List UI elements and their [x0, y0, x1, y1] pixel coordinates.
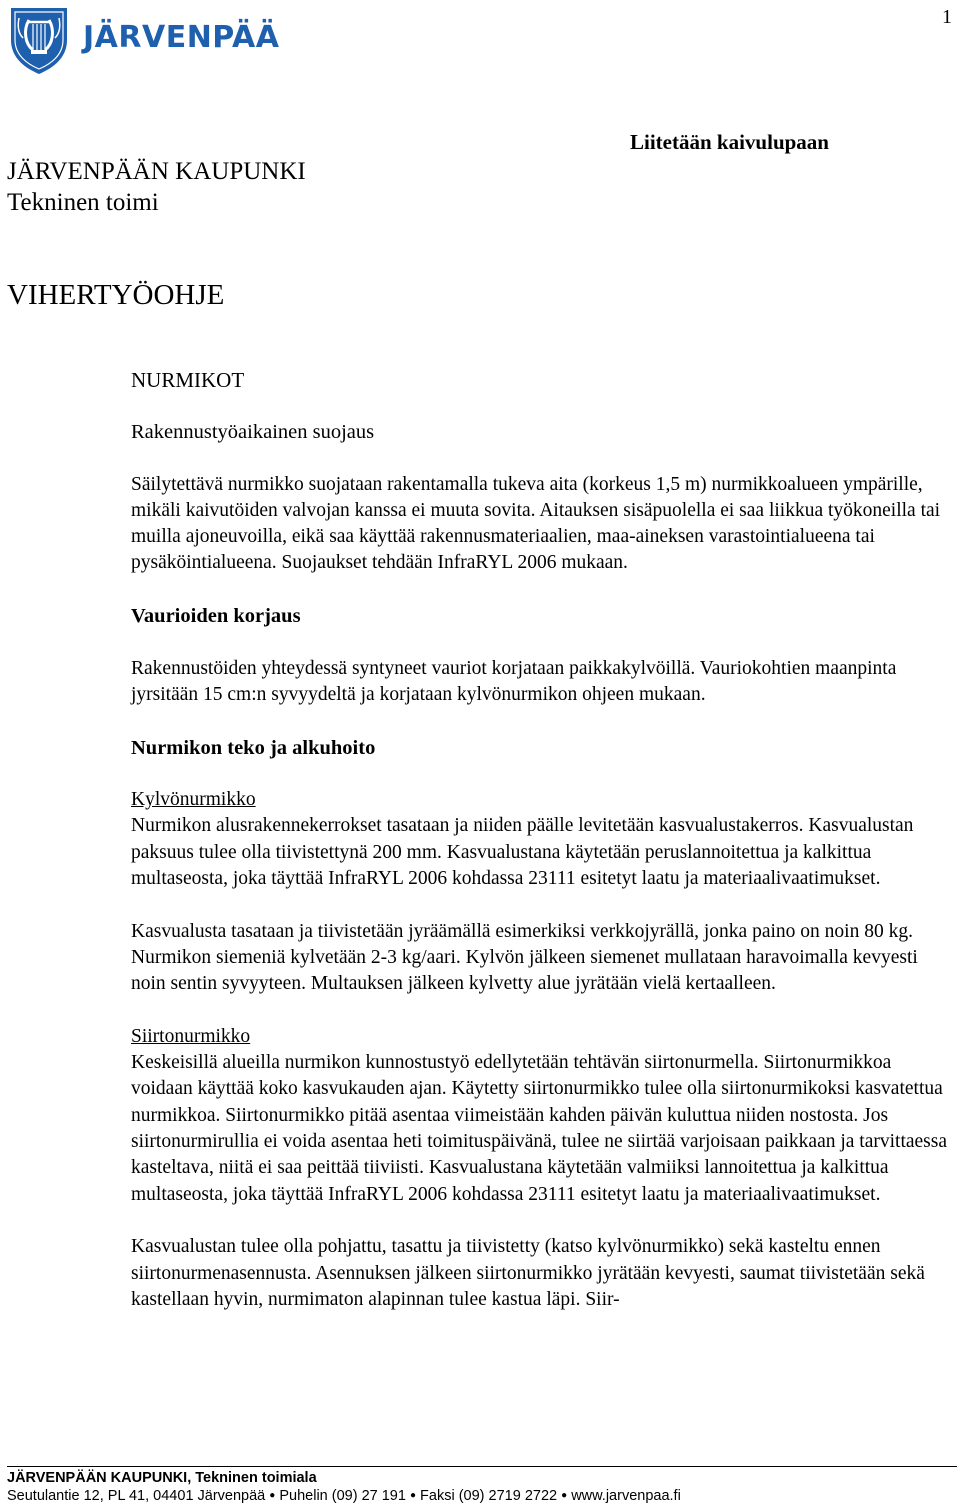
subheading-vauriot: Vaurioiden korjaus [131, 605, 301, 628]
paragraph-kylvo-1: Nurmikon alusrakennekerrokset tasataan ja niiden päälle levitetään kasvualustakerros. Kasvualustan paksuus tulee olla tiivistettynä 200 mm. Kasvualustana käytetään peruslannoitettua ja kalkittua multaseosta, joka täyttää InfraRYL 2006 kohdassa 23111 esitetyt laatu ja materiaalivaatimukset. [131, 815, 914, 890]
footer-address: Seutulantie 12, PL 41, 04401 Järvenpää [7, 1488, 266, 1504]
subheading-siirtonurmikko: Siirtonurmikko [131, 1025, 251, 1047]
organization-name: JÄRVENPÄÄN KAUPUNKI [7, 158, 306, 185]
footer-website-link[interactable]: www.jarvenpaa.fi [571, 1488, 681, 1504]
coat-of-arms-lyre-icon [7, 4, 71, 76]
bullet-icon: ● [409, 1490, 417, 1501]
bullet-icon: ● [561, 1490, 568, 1501]
city-logo [7, 4, 280, 76]
document-body [131, 366, 955, 1313]
footer [7, 1469, 681, 1505]
footer-organization: JÄRVENPÄÄN KAUPUNKI, Tekninen toimiala [7, 1470, 317, 1486]
paragraph-suojaus: Säilytettävä nurmikko suojataan rakentamalla tukeva aita (korkeus 1,5 m) nurmikkoalueen ympärille, mikäli kaivutöiden valvojan kanssa ei muuta sovita. Aitauksen sisäpuolella ei saa liikkua työkoneilla tai muilla ajoneuvoilla, eikä saa käyttää rakennusmateriaalien, maa-aineksen varastointialueena tai pysäköintialueena. Suojaukset tehdään InfraRYL 2006 mukaan. [131, 473, 941, 574]
subheading-nurmikon-teko: Nurmikon teko ja alkuhoito [131, 736, 376, 759]
footer-contact [7, 1487, 681, 1505]
paragraph-siirto-1: Keskeisillä alueilla nurmikon kunnostustyö edellytetään tehtävän siirtonurmella. Siirtonurmikkoa voidaan käyttää koko kasvukauden ajan. Käytetty siirtonurmikko tulee olla siirtonurmikoksi kasvatettua nurmikkoa. Siirtonurmikko pitää asentaa viimeistään kahden päivän kuluttua niiden nostosta. Jos siirtonurmirullia ei voida asentaa heti toimituspäivänä, tulee ne siirtää varjoisaan paikkaan ja tarvittaessa kasteltava, niitä ei saa peittää tiiviisti. Kasvualustana käytetään valmiiksi lannoitettua ja kalkittua multaseosta, joka täyttää InfraRYL 2006 kohdassa 23111 esitetyt laatu ja materiaalivaatimukset. [131, 1052, 948, 1205]
page-number: 1 [942, 6, 952, 28]
section-heading-nurmikot: NURMIKOT [131, 368, 245, 392]
paragraph-siirto-2: Kasvualustan tulee olla pohjattu, tasattu ja tiivistetty (katso kylvönurmikko) sekä kasteltu ennen siirtonurmenasennusta. Asennuksen jälkeen siirtonurmikko jyrätään kevyesti, saumat tiivistetään sekä kastellaan hyvin, nurmimaton alapinnan tulee kastua läpi. Siir- [131, 1236, 925, 1310]
department-name: Tekninen toimi [7, 189, 159, 216]
bullet-icon: ● [269, 1490, 276, 1501]
subheading-suojaus: Rakennustyöaikainen suojaus [131, 421, 375, 443]
footer-fax: Faksi (09) 2719 2722 [420, 1488, 558, 1504]
paragraph-kylvo-2: Kasvualusta tasataan ja tiivistetään jyräämällä esimerkiksi verkkojyrällä, jonka paino on noin 80 kg. Nurmikon siemeniä kylvetään 2-3 kg/aari. Kylvön jälkeen siemenet mullataan haravoimalla kevyesti noin sentin syvyyteen. Multauksen jälkeen kylvetty alue jyrätään vielä kertaalleen. [131, 920, 918, 995]
attachment-note: Liitetään kaivulupaan [630, 130, 829, 154]
footer-phone: Puhelin (09) 27 191 [279, 1488, 406, 1504]
document-title: VIHERTYÖOHJE [7, 279, 225, 311]
paragraph-vauriot: Rakennustöiden yhteydessä syntyneet vauriot korjataan paikkakylvöillä. Vauriokohtien maanpinta jyrsitään 15 cm:n syvyydeltä ja korjataan kylvönurmikon ohjeen mukaan. [131, 657, 897, 705]
footer-divider [7, 1466, 957, 1467]
logo-wordmark: JÄRVENPÄÄ [83, 20, 280, 55]
subheading-kylvonurmikko: Kylvönurmikko [131, 789, 256, 811]
organization-header [7, 156, 306, 218]
